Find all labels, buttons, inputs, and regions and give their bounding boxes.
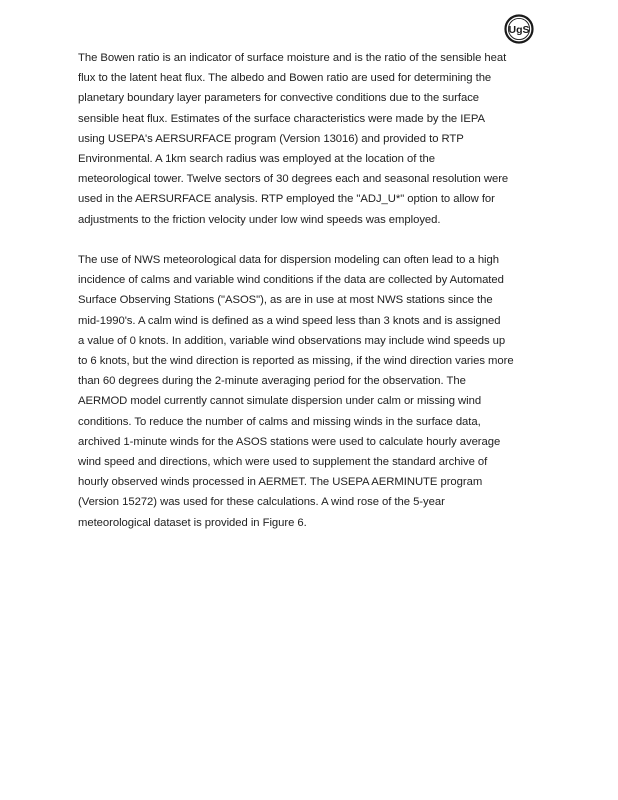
text-line: mid-1990's. A calm wind is defined as a wind speed less than 3 knots and is assigned [78, 314, 501, 327]
text-line: using USEPA's AERSURFACE program (Version 13016) and provided to RTP [78, 132, 464, 145]
text-line: hourly observed winds processed in AERMET. The USEPA AERMINUTE program [78, 476, 483, 489]
text-line: Surface Observing Stations ("ASOS"), as are in use at most NWS stations since the [78, 294, 493, 307]
ugs-logo-graphic [504, 14, 534, 44]
text-line: meteorological tower. Twelve sectors of 30 degrees each and seasonal resolution were [78, 173, 509, 186]
text-line: meteorological dataset is provided in Figure 6. [78, 516, 307, 529]
text-line: archived 1-minute winds for the ASOS stations were used to calculate hourly average [78, 435, 501, 448]
text-line: The use of NWS meteorological data for dispersion modeling can often lead to a high [78, 254, 499, 267]
text-line: used in the AERSURFACE analysis. RTP employed the "ADJ_U*" option to allow for [78, 193, 495, 206]
text-line: than 60 degrees during the 2-minute averaging period for the observation. The [78, 375, 466, 388]
paragraph-nws-meteorological-data [78, 250, 548, 533]
text-line: to 6 knots, but the wind direction is reported as missing, if the wind direction varies more [78, 355, 514, 368]
text-line: The Bowen ratio is an indicator of surface moisture and is the ratio of the sensible heat [78, 52, 507, 64]
text-line: AERMOD model currently cannot simulate dispersion under calm or missing wind [78, 395, 482, 408]
text-line: (Version 15272) was used for these calculations. A wind rose of the 5-year [78, 496, 445, 509]
text-line: wind speed and directions, which were used to supplement the standard archive of [78, 456, 488, 469]
text-line: conditions. To reduce the number of calms and missing winds in the surface data, [78, 415, 481, 428]
text-line: planetary boundary layer parameters for convective conditions due to the surface [78, 92, 480, 105]
ugs-logo-icon [504, 14, 534, 44]
text-line: flux to the latent heat flux. The albedo and Bowen ratio are used for determining the [78, 72, 492, 85]
text-line: Environmental. A 1km search radius was employed at the location of the [78, 153, 435, 166]
ugs-logo-text: UgS [508, 24, 530, 37]
text-line: a value of 0 knots. In addition, variable wind observations may include wind speeds up [78, 334, 506, 347]
document-body [78, 48, 548, 533]
text-line: adjustments to the friction velocity under low wind speeds was employed. [78, 213, 441, 226]
text-line: sensible heat flux. Estimates of the surface characteristics were made by the IEPA [78, 112, 485, 125]
paragraph-bowen-ratio [78, 48, 548, 230]
text-line: incidence of calms and variable wind conditions if the data are collected by Automated [78, 274, 504, 287]
